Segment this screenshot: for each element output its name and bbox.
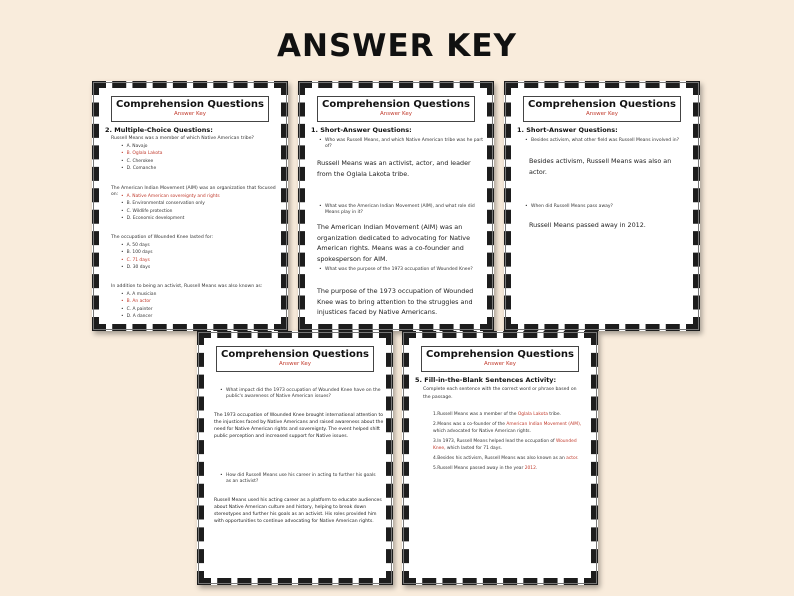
- header-subtitle: Answer Key: [174, 111, 206, 117]
- answer-text: The American Indian Movement (AIM) was an organization dedicated to advocating for Native American rights. Means was a co-founder and spokesperson for AIM.: [317, 223, 471, 263]
- option: • A. 50 days: [121, 242, 153, 249]
- header-subtitle: Answer Key: [484, 361, 516, 367]
- question-text: The occupation of Wounded Knee lasted for:: [111, 235, 213, 240]
- blank-answer: 2012: [524, 466, 536, 472]
- header-title: Comprehension Questions: [528, 99, 676, 110]
- option: • D. 30 days: [121, 264, 153, 271]
- correct-option: • B. Oglala Lakota: [121, 150, 162, 157]
- answer-options: [111, 291, 156, 320]
- question-text: • Besides activism, what other field was Russell Means involved in?: [531, 138, 691, 144]
- question-text: In addition to being an activist, Russell Means was also known as:: [111, 284, 263, 289]
- answer-text: Russell Means used his acting career as a platform to educate audiences about Native American culture and history, helping to break down stereotypes and further his goals as an activist. His roles provided him with opportunities to continue advocating for Native American rights.: [214, 498, 382, 524]
- header-subtitle: Answer Key: [586, 111, 618, 117]
- blank-answer: American Indian Movement (AIM),: [506, 422, 582, 428]
- page-header: [111, 96, 269, 122]
- option: • D. Economic development: [121, 215, 220, 222]
- question-text: • How did Russell Means use his career in acting to further his goals as an activist?: [226, 473, 382, 485]
- answer-options: [111, 193, 220, 222]
- question-text: • What was the American Indian Movement (AIM), and what role did Means play in it?: [325, 204, 485, 216]
- header-title: Comprehension Questions: [322, 99, 470, 110]
- blank-sentence: 4.Besides his activism, Russell Means was also known as an actor.: [433, 456, 579, 462]
- page-header: [317, 96, 475, 122]
- blank-sentence: 2.Means was a co-founder of the American Indian Movement (AIM), which advocated for Native American rights.: [433, 422, 582, 434]
- header-title: Comprehension Questions: [221, 349, 369, 360]
- blank-answer: Oglala Lakota: [517, 412, 548, 417]
- section-heading: 2. Multiple-Choice Questions:: [105, 126, 213, 134]
- correct-option: • B. An actor: [121, 298, 156, 305]
- option: • C. A painter: [121, 306, 156, 313]
- page-header: [421, 346, 579, 372]
- question-text: • When did Russell Means pass away?: [531, 204, 691, 210]
- answer-options: [111, 143, 162, 172]
- blank-sentence: 3.In 1973, Russell Means helped lead the occupation of Wounded Knee, which lasted for 71 days.: [433, 439, 577, 451]
- question-text: Russell Means was a member of which Native American tribe?: [111, 136, 254, 141]
- correct-option: • A. Native American sovereignty and rights: [121, 193, 220, 200]
- fill-in-blank-list: [433, 412, 587, 477]
- option: • C. Wildlife protection: [121, 208, 220, 215]
- option: • B. Environmental conservation only: [121, 200, 220, 207]
- answer-text: The 1973 occupation of Wounded Knee brought international attention to the injustices faced by Native Americans and raised awareness about the need for Native American rights and sovereignty. The event helped shift public perception and increased support for Native issues.: [214, 413, 384, 439]
- page-header: [216, 346, 374, 372]
- blank-sentence: 5.Russell Means passed away in the year 2012.: [433, 466, 538, 472]
- worksheet-page-short-answer-2[interactable]: [504, 81, 700, 331]
- answer-key-title: ANSWER KEY: [277, 28, 517, 64]
- answer-options: [111, 242, 153, 271]
- page-header: [523, 96, 681, 122]
- blank-sentence: 1.Russell Means was a member of the Oglala Lakota tribe.: [433, 412, 561, 417]
- question-text: • What impact did the 1973 occupation of Wounded Knee have on the public's awareness of Native American issues?: [226, 388, 382, 400]
- header-subtitle: Answer Key: [279, 361, 311, 367]
- question-text: • Who was Russell Means, and which Native American tribe was he part of?: [325, 138, 485, 150]
- section-heading: 1. Short-Answer Questions:: [311, 126, 412, 134]
- header-title: Comprehension Questions: [116, 99, 264, 110]
- answer-text: The purpose of the 1973 occupation of Wounded Knee was to bring attention to the struggles and injustices faced by Native Americans.: [317, 287, 474, 316]
- worksheet-page-discussion[interactable]: [197, 331, 393, 585]
- blank-answer: actor: [566, 456, 578, 462]
- option: • D. A dancer: [121, 313, 156, 320]
- correct-option: • C. 71 days: [121, 257, 153, 264]
- blank-answer: Wounded Knee,: [433, 439, 577, 451]
- option: • A. Navajo: [121, 143, 162, 150]
- question-text: The American Indian Movement (AIM) was an organization that focused on:: [111, 186, 276, 197]
- header-subtitle: Answer Key: [380, 111, 412, 117]
- header-title: Comprehension Questions: [426, 349, 574, 360]
- question-text: • What was the purpose of the 1973 occupation of Wounded Knee?: [325, 267, 485, 273]
- answer-text: Besides activism, Russell Means was also an actor.: [529, 157, 672, 176]
- worksheet-page-multiple-choice[interactable]: [92, 81, 288, 331]
- section-heading: 5. Fill-in-the-Blank Sentences Activity:: [415, 376, 557, 384]
- answer-text: Russell Means passed away in 2012.: [529, 221, 646, 229]
- option: • D. Comanche: [121, 165, 162, 172]
- option: • A. A musician: [121, 291, 156, 298]
- option: • C. Cherokee: [121, 158, 162, 165]
- answer-text: Russell Means was an activist, actor, and leader from the Oglala Lakota tribe.: [317, 159, 471, 178]
- instructions-text: Complete each sentence with the correct word or phrase based on the passage.: [423, 387, 577, 400]
- worksheet-page-short-answer-1[interactable]: [298, 81, 494, 331]
- section-heading: 1. Short-Answer Questions:: [517, 126, 618, 134]
- worksheet-page-fill-in-blank[interactable]: [402, 331, 598, 585]
- option: • B. 100 days: [121, 249, 153, 256]
